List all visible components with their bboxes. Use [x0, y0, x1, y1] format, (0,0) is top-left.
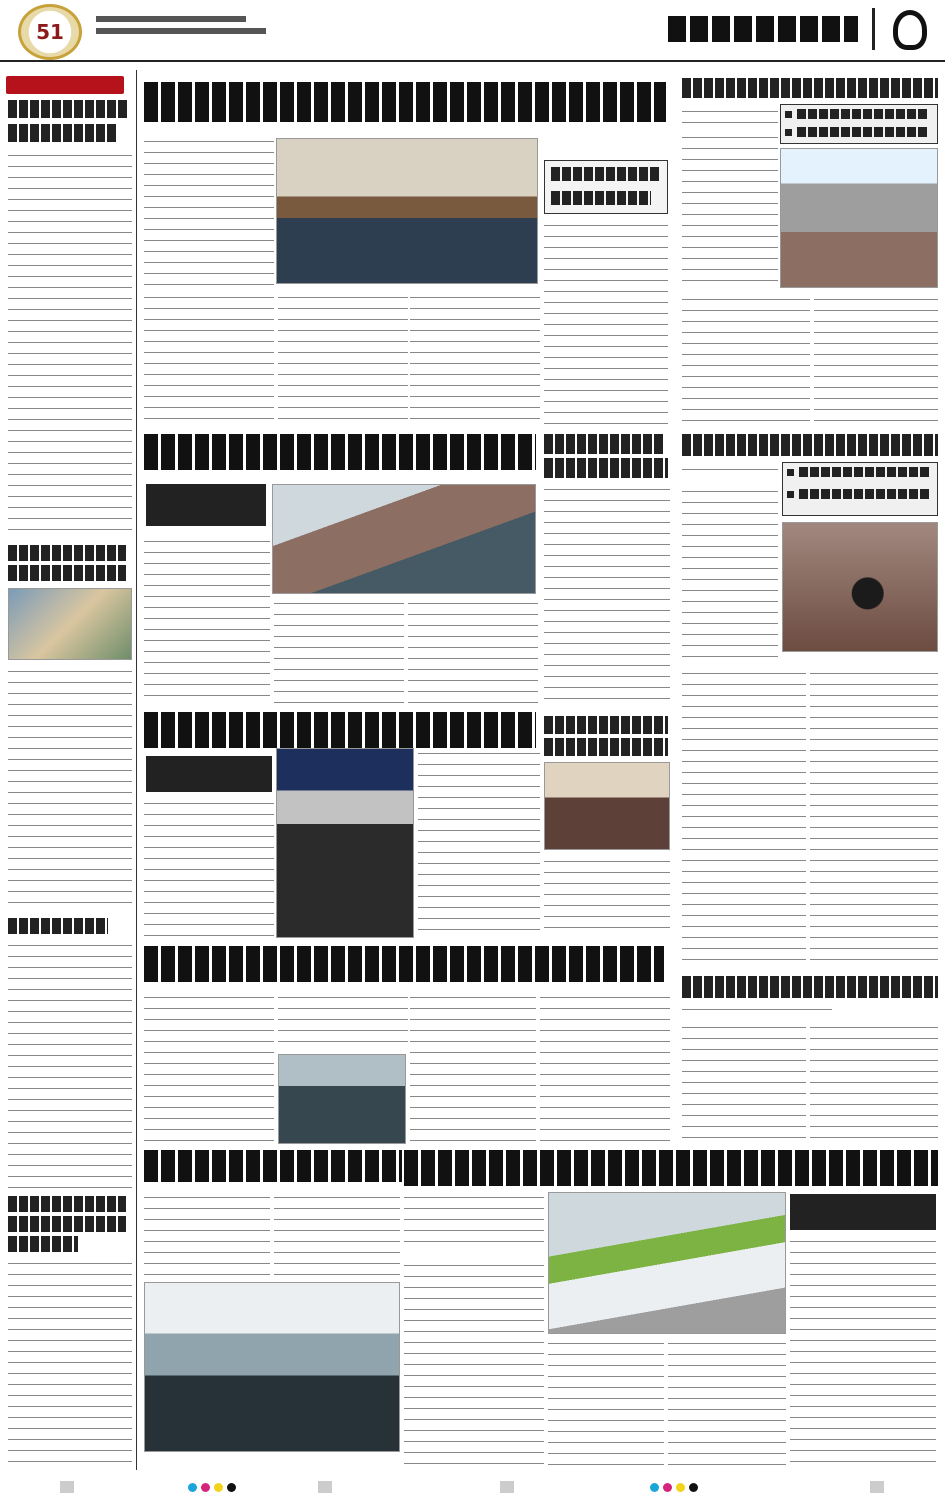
- lead-headline: [144, 82, 666, 122]
- brief-body-4: [8, 1258, 132, 1472]
- brief-section-tag: [6, 76, 124, 94]
- road-safety-body-3: [410, 992, 536, 1144]
- brief-headline-2: [8, 545, 126, 561]
- brief-body-1: [8, 150, 132, 540]
- train-body-5: [790, 1236, 936, 1472]
- public-hearing-photo: [144, 1282, 400, 1452]
- train-body-1: [404, 1192, 544, 1252]
- bear-photo: [782, 522, 938, 652]
- brief-headline-4: [8, 1196, 126, 1212]
- acquittal-body: [544, 484, 670, 706]
- collector-hearing-headline: [144, 1150, 402, 1182]
- building-photo: [780, 148, 938, 288]
- powerlifting-headline: [144, 712, 536, 748]
- athletes-photo: [276, 748, 414, 938]
- road-safety-body-4: [540, 992, 670, 1144]
- lead-body-4: [410, 292, 540, 424]
- tehsildar-body: [544, 856, 670, 938]
- train-mural-headline: [404, 1150, 938, 1186]
- garbage-body-2: [682, 294, 810, 424]
- bear-body-3: [810, 668, 938, 968]
- meeting-photo: [276, 138, 538, 284]
- lead-body-1: [144, 136, 274, 286]
- panchayat-hearing-headline: [682, 976, 938, 998]
- bear-bullet-box: [782, 462, 938, 516]
- brief-headline-4c: [8, 1236, 78, 1252]
- brief-body-2: [8, 666, 132, 912]
- parade-body-2: [274, 598, 404, 706]
- parade-meeting-photo: [272, 484, 536, 594]
- garbage-shed-headline: [682, 78, 938, 98]
- brief-headline-1b: [8, 124, 118, 142]
- powerlifting-subhead-box: [146, 756, 272, 792]
- bear-body-2: [682, 668, 806, 968]
- lead-body-5: [544, 220, 668, 424]
- train-body-4: [668, 1338, 786, 1472]
- train-body-2: [404, 1260, 544, 1472]
- garbage-bullet-box: [780, 104, 938, 144]
- brief-body-3: [8, 940, 132, 1190]
- tehsildar-headline: [544, 716, 668, 734]
- parade-body-3: [408, 598, 538, 706]
- dateline: [96, 10, 296, 50]
- train-mural-photo: [548, 1192, 786, 1334]
- brief-headline-4b: [8, 1216, 126, 1232]
- newspaper-logo: [18, 4, 82, 60]
- train-subhead-box: [790, 1194, 936, 1230]
- collector-body-1: [144, 1192, 270, 1278]
- lead-body-3: [278, 292, 408, 424]
- sidebar-box-collector-hearing: [544, 160, 668, 214]
- parade-headline: [144, 434, 536, 470]
- powerlifting-body-1: [144, 798, 274, 938]
- bear-dateline: [682, 464, 778, 480]
- print-registration-strip: [0, 1477, 945, 1497]
- anniversary-number: 51: [36, 20, 64, 44]
- train-body-3: [548, 1338, 664, 1472]
- brief-headline-3: [8, 918, 108, 934]
- panchayat-body-2: [810, 1022, 938, 1144]
- lead-body-2: [144, 292, 274, 424]
- bear-body-1: [682, 486, 778, 662]
- parade-subhead-box: [146, 484, 266, 526]
- helmet-rally-photo: [278, 1054, 406, 1144]
- garbage-body-1: [682, 132, 778, 288]
- panchayat-dateline: [682, 1004, 832, 1016]
- acquittal-headline-b: [544, 458, 668, 478]
- garbage-body-3: [814, 294, 938, 424]
- column-divider: [136, 70, 137, 1470]
- road-safety-body-1: [144, 992, 274, 1144]
- parade-body-1: [144, 536, 270, 706]
- powerlifting-body-2: [418, 748, 540, 938]
- page-section-title: [655, 8, 875, 50]
- page-number: [893, 10, 927, 50]
- tehsildar-group-photo: [544, 762, 670, 850]
- garbage-dateline: [682, 106, 778, 128]
- road-safety-headline: [144, 946, 664, 982]
- health-camp-photo: [8, 588, 132, 660]
- brief-headline-1: [8, 100, 128, 118]
- acquittal-headline: [544, 434, 664, 454]
- collector-body-2: [274, 1192, 400, 1278]
- road-safety-body-2: [278, 992, 408, 1052]
- panchayat-body-1: [682, 1022, 806, 1144]
- tehsildar-headline-b: [544, 738, 668, 756]
- masthead: [0, 0, 945, 62]
- bear-headline: [682, 434, 938, 456]
- brief-headline-2b: [8, 565, 126, 581]
